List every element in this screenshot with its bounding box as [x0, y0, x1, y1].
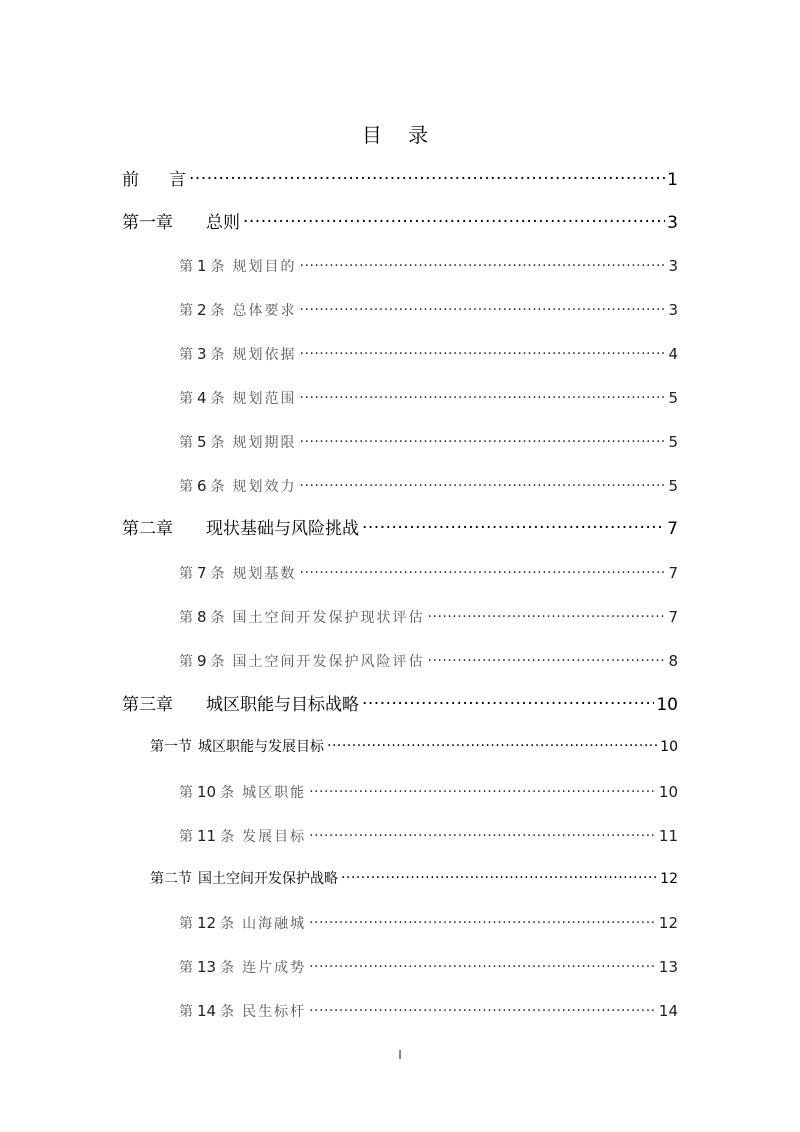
footer-page-number: I [398, 1048, 402, 1062]
dot-leader [428, 652, 667, 666]
dot-leader [309, 1002, 657, 1016]
toc-entry-article-8[interactable] [179, 607, 678, 628]
toc-entry-label: 第三章 城区职能与目标战略 [122, 695, 359, 715]
toc-entry-label: 第 1 条 规划目的 [179, 257, 297, 275]
toc-title: 目 录 [361, 123, 439, 147]
toc-entry-label: 第 5 条 规划期限 [179, 433, 297, 451]
dot-leader [341, 869, 658, 883]
toc-page-number: 8 [668, 652, 678, 670]
dot-leader [243, 211, 665, 228]
toc-page-number: 14 [658, 1002, 678, 1020]
toc-entry-article-11[interactable] [179, 826, 678, 847]
toc-entry-label: 第 3 条 规划依据 [179, 345, 297, 363]
toc-entry-article-13[interactable] [179, 957, 678, 978]
toc-entry-article-12[interactable] [179, 913, 678, 934]
toc-page-number: 10 [656, 695, 678, 715]
toc-entry-article-1[interactable] [179, 256, 678, 277]
toc-entry-section-1[interactable] [150, 737, 678, 757]
toc-page-number: 4 [668, 345, 678, 363]
toc-page-number: 10 [660, 739, 678, 755]
toc-page-number: 3 [667, 213, 678, 233]
toc-entry-label: 第 13 条 连片成势 [179, 958, 307, 976]
toc-entry-label: 第 12 条 山海融城 [179, 914, 307, 932]
toc-entry-article-7[interactable] [179, 563, 678, 584]
toc-page-number: 10 [658, 783, 678, 801]
toc-page-number: 7 [668, 608, 678, 626]
toc-entry-label: 第二节 国土空间开发保护战略 [150, 871, 338, 887]
toc-entry-article-2[interactable] [179, 300, 678, 321]
dot-leader [189, 168, 665, 185]
toc-entry-chapter-3[interactable] [122, 693, 678, 717]
dot-leader [300, 477, 667, 491]
toc-entry-label: 第一章 总则 [122, 213, 240, 233]
dot-leader [428, 608, 667, 622]
toc-entry-label: 第 7 条 规划基数 [179, 564, 297, 582]
toc-entry-label: 第 4 条 规划范围 [179, 389, 297, 407]
toc-entry-article-5[interactable] [179, 432, 678, 453]
toc-entry-label: 第 9 条 国土空间开发保护风险评估 [179, 652, 425, 670]
toc-page-number: 5 [668, 433, 678, 451]
toc-entry-label: 第 6 条 规划效力 [179, 477, 297, 495]
dot-leader [300, 433, 667, 447]
toc-entry-label: 第 11 条 发展目标 [179, 827, 307, 845]
dot-leader [309, 827, 657, 841]
dot-leader [362, 517, 665, 534]
dot-leader [300, 301, 667, 315]
toc-page-number: 1 [667, 170, 678, 190]
toc-entry-label: 第一节 城区职能与发展目标 [150, 739, 324, 755]
dot-leader [309, 914, 657, 928]
toc-page-number: 11 [658, 827, 678, 845]
toc-page-number: 13 [658, 958, 678, 976]
toc-page-number: 5 [668, 477, 678, 495]
toc-entry-chapter-2[interactable] [122, 517, 678, 541]
toc-entry-label: 第 10 条 城区职能 [179, 783, 307, 801]
toc-entry-label: 第二章 现状基础与风险挑战 [122, 519, 359, 539]
toc-entry-chapter-1[interactable] [122, 211, 678, 235]
toc-entry-section-2[interactable] [150, 869, 678, 889]
toc-page-number: 3 [668, 301, 678, 319]
toc-page-number: 12 [658, 914, 678, 932]
toc-entry-label: 第 2 条 总体要求 [179, 301, 297, 319]
toc-entry-label: 前 言 [122, 170, 186, 190]
toc-entry-article-9[interactable] [179, 651, 678, 672]
toc-entry-label: 第 14 条 民生标杆 [179, 1002, 307, 1020]
toc-entry-preface[interactable] [122, 168, 678, 192]
toc-entry-label: 第 8 条 国土空间开发保护现状评估 [179, 608, 425, 626]
toc-entry-article-6[interactable] [179, 476, 678, 497]
toc-page-number: 3 [668, 257, 678, 275]
toc-entry-article-3[interactable] [179, 344, 678, 365]
dot-leader [362, 693, 654, 710]
dot-leader [309, 783, 657, 797]
toc-page-number: 7 [668, 564, 678, 582]
toc-entry-article-14[interactable] [179, 1001, 678, 1022]
toc-page-number: 7 [667, 519, 678, 539]
dot-leader [309, 958, 657, 972]
toc-page-number: 5 [668, 389, 678, 407]
toc-page-number: 12 [660, 871, 678, 887]
toc-entry-article-4[interactable] [179, 388, 678, 409]
dot-leader [300, 564, 667, 578]
dot-leader [300, 257, 667, 271]
dot-leader [300, 389, 667, 403]
toc-entry-article-10[interactable] [179, 782, 678, 803]
dot-leader [327, 737, 658, 751]
dot-leader [300, 345, 667, 359]
